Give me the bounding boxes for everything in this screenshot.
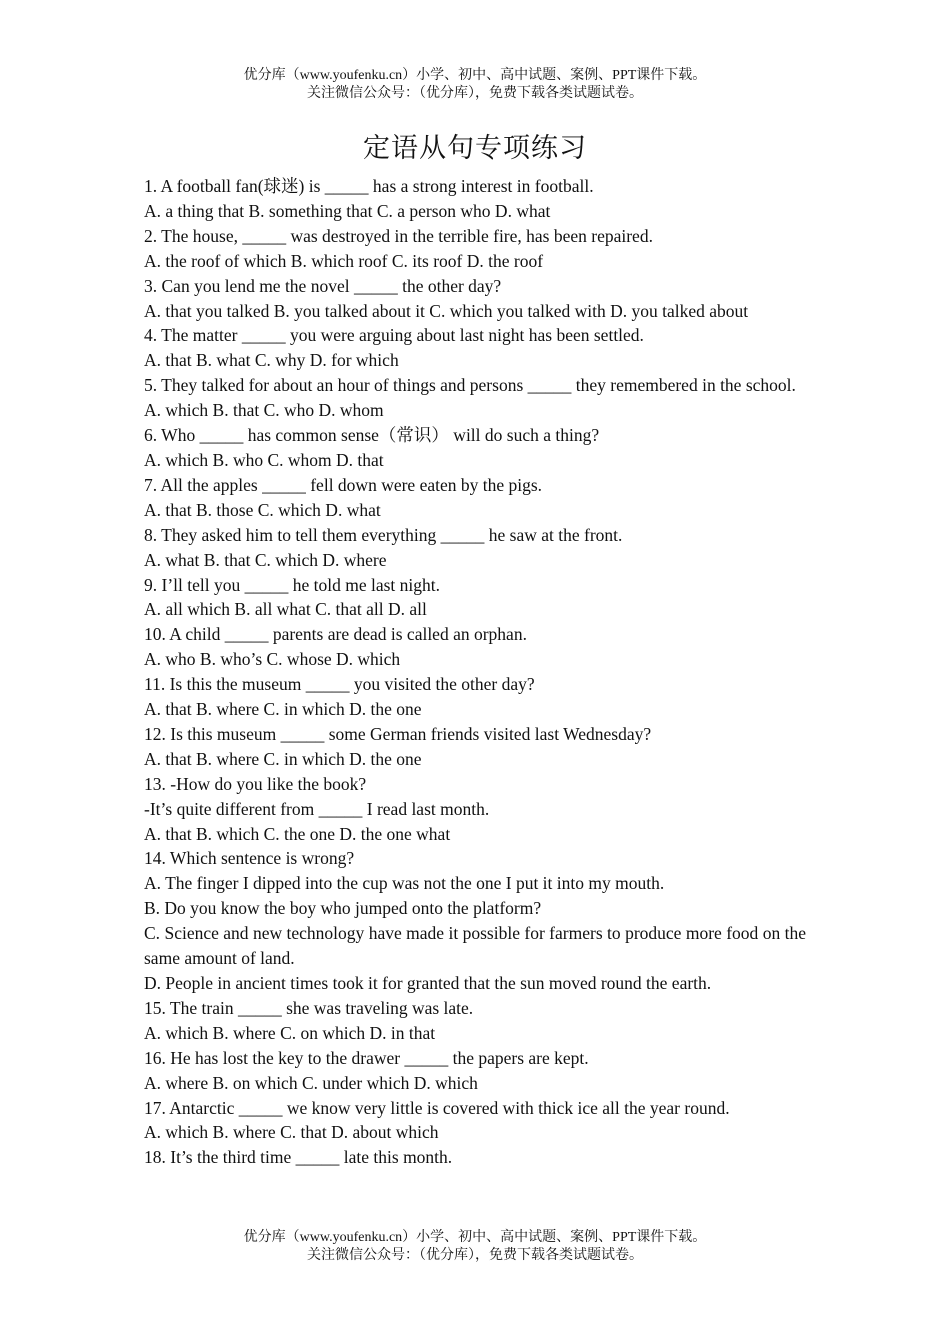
text-line: 3. Can you lend me the novel _____ the other day? [144,275,502,296]
text-line: A. that you talked B. you talked about it C. which you talked with D. you talked about [144,300,749,321]
page-header [0,67,950,103]
text-line: 15. The train _____ she was traveling was late. [144,997,474,1018]
text-line: 6. Who _____ has common sense（常识） will do such a thing? [144,425,600,446]
text-line: A. what B. that C. which D. where [144,549,387,570]
text-line: A. The finger I dipped into the cup was not the one I put it into my mouth. [144,873,665,894]
text-line: 13. -How do you like the book? [144,773,367,794]
text-line: A. all which B. all what C. that all D. all [144,599,427,620]
page-title: 定语从句专项练习 [363,133,587,163]
text-line: D. People in ancient times took it for granted that the sun moved round the earth. [144,973,712,993]
text-line: 5. They talked for about an hour of things and persons _____ they remembered in the school. [144,375,796,396]
footer-line-1: 优分库（www.youfenku.cn）小学、初中、高中试题、案例、PPT课件下载。 [243,1230,707,1245]
text-line: A. who B. who’s C. whose D. which [144,649,401,670]
page-footer [0,1229,950,1265]
text-line: A. the roof of which B. which roof C. its roof D. the roof [144,250,544,271]
text-line: A. that B. where C. in which D. the one [144,699,422,720]
text-line: 14. Which sentence is wrong? [144,848,355,869]
text-line: A. which B. where C. that D. about which [144,1122,439,1143]
text-line: 4. The matter _____ you were arguing about last night has been settled. [144,325,644,346]
text-line: A. that B. those C. which D. what [144,499,381,520]
text-line: 17. Antarctic _____ we know very little is covered with thick ice all the year round. [144,1097,730,1118]
text-line: 11. Is this the museum _____ you visited the other day? [144,674,535,695]
text-line: 8. They asked him to tell them everything _____ he saw at the front. [144,524,623,545]
text-line: A. a thing that B. something that C. a person who D. what [144,200,551,221]
text-line: A. where B. on which C. under which D. which [144,1072,478,1093]
text-line: 1. A football fan(球迷) is _____ has a strong interest in football. [144,176,594,196]
text-line: 16. He has lost the key to the drawer _____ the papers are kept. [144,1047,589,1068]
text-line: 12. Is this museum _____ some German friends visited last Wednesday? [144,723,652,744]
text-line: A. which B. where C. on which D. in that [144,1022,436,1043]
text-line: B. Do you know the boy who jumped onto the platform? [144,898,542,919]
text-line: 2. The house, _____ was destroyed in the terrible fire, has been repaired. [144,225,653,246]
header-line-2: 关注微信公众号：（优分库），免费下载各类试题试卷。 [307,86,643,101]
text-line: -It’s quite different from _____ I read last month. [144,798,490,819]
text-line: A. that B. what C. why D. for which [144,350,399,371]
header-line-1: 优分库（www.youfenku.cn）小学、初中、高中试题、案例、PPT课件下载。 [243,68,707,83]
text-line: A. which B. that C. who D. whom [144,400,384,421]
text-line: A. that B. which C. the one D. the one what [144,823,451,844]
text-line: 9. I’ll tell you _____ he told me last night. [144,574,441,595]
text-line: 10. A child _____ parents are dead is called an orphan. [144,624,527,645]
text-line: 18. It’s the third time _____ late this month. [144,1147,453,1168]
text-line: A. which B. who C. whom D. that [144,449,384,470]
text-line: 7. All the apples _____ fell down were eaten by the pigs. [144,474,543,495]
text-line: A. that B. where C. in which D. the one [144,748,422,769]
text-line: C. Science and new technology have made it possible for farmers to produce more food on the same amount of land. [144,923,806,969]
exercise-body [144,174,806,1170]
footer-line-2: 关注微信公众号：（优分库），免费下载各类试题试卷。 [307,1248,643,1263]
